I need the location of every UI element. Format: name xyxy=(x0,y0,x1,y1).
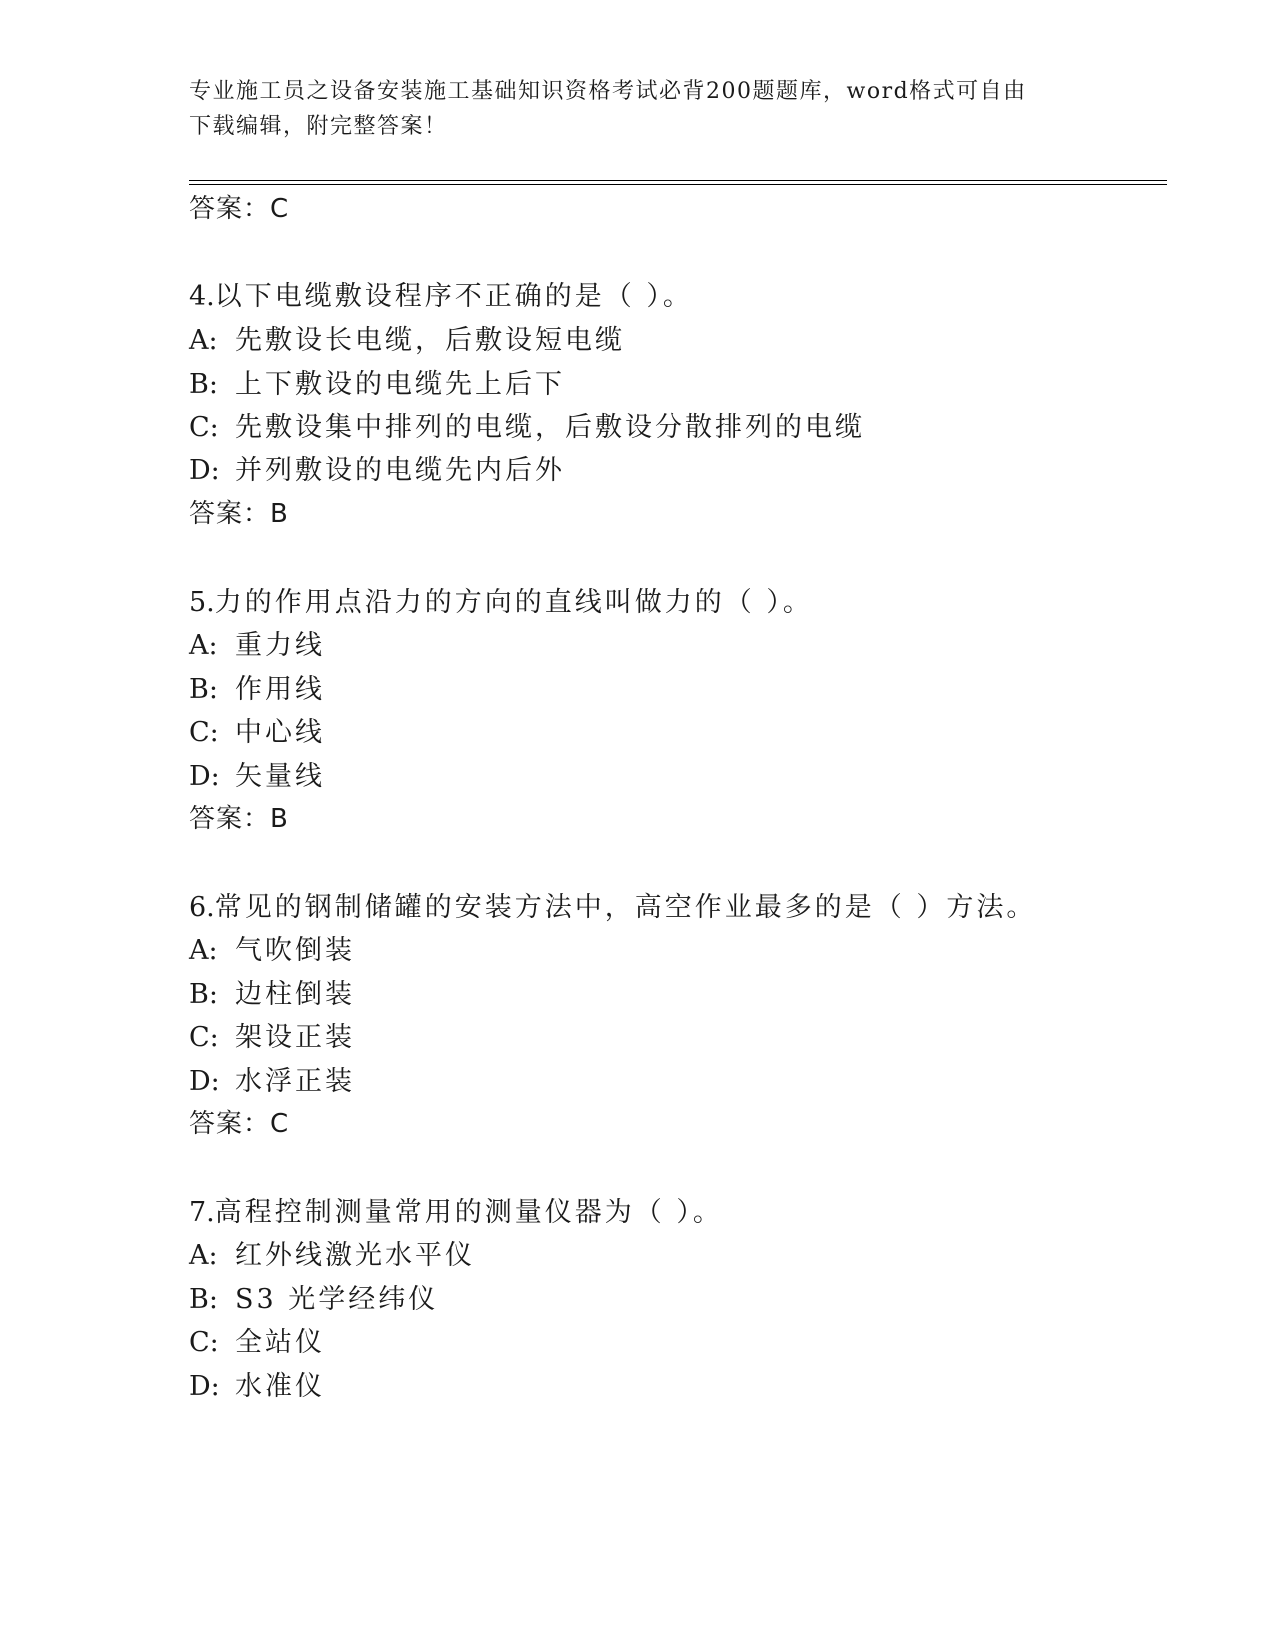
option-c xyxy=(189,405,865,444)
option-a xyxy=(189,318,625,357)
option-b xyxy=(189,362,565,401)
option-text: 红外线激光水平仪 xyxy=(235,1240,475,1271)
option-label: C: xyxy=(189,1022,219,1053)
header-line-2: 下载编辑，附完整答案！ xyxy=(189,114,448,139)
document-header xyxy=(189,74,1069,144)
question-number: 7. xyxy=(189,1197,215,1228)
option-text: 架设正装 xyxy=(235,1022,355,1053)
option-c xyxy=(189,1015,355,1054)
option-label: C: xyxy=(189,412,219,443)
option-text: 并列敷设的电缆先内后外 xyxy=(235,455,565,486)
option-text: 作用线 xyxy=(235,674,325,705)
header-rule-bottom xyxy=(189,184,1167,185)
option-text: 矢量线 xyxy=(235,761,325,792)
option-label: B: xyxy=(189,674,218,705)
option-b xyxy=(189,972,355,1011)
option-b xyxy=(189,667,325,706)
option-label: A: xyxy=(189,935,218,966)
question-text: 常见的钢制储罐的安装方法中，高空作业最多的是（ ）方法。 xyxy=(214,892,1037,923)
option-d xyxy=(189,1364,325,1403)
question-4 xyxy=(189,274,693,313)
answer: 答案：B xyxy=(189,804,289,834)
option-a xyxy=(189,928,355,967)
question-7 xyxy=(189,1190,723,1229)
option-text: 全站仪 xyxy=(235,1327,325,1358)
option-label: D: xyxy=(189,1371,220,1402)
option-label: C: xyxy=(189,717,219,748)
option-text: 中心线 xyxy=(235,717,325,748)
option-label: D: xyxy=(189,455,220,486)
option-d xyxy=(189,754,325,793)
answer: 答案：C xyxy=(189,1109,290,1139)
question-text: 力的作用点沿力的方向的直线叫做力的（ ）。 xyxy=(214,587,813,618)
option-text: S3 光学经纬仪 xyxy=(235,1284,439,1315)
option-text: 上下敷设的电缆先上后下 xyxy=(235,369,565,400)
option-d xyxy=(189,1059,355,1098)
question-text: 以下电缆敷设程序不正确的是（ ）。 xyxy=(214,281,693,312)
option-label: D: xyxy=(189,761,220,792)
prev-answer: 答案：C xyxy=(189,194,290,224)
option-label: B: xyxy=(189,1284,218,1315)
option-c xyxy=(189,710,325,749)
option-text: 水浮正装 xyxy=(235,1066,355,1097)
option-label: A: xyxy=(189,1240,218,1271)
question-number: 4. xyxy=(189,281,215,312)
option-label: A: xyxy=(189,325,218,356)
question-text: 高程控制测量常用的测量仪器为（ ）。 xyxy=(214,1197,723,1228)
option-d xyxy=(189,448,565,487)
header-line-1: 专业施工员之设备安装施工基础知识资格考试必背200题题库，word格式可自由 xyxy=(189,79,1027,104)
option-c xyxy=(189,1320,325,1359)
answer: 答案：B xyxy=(189,499,289,529)
question-number: 6. xyxy=(189,892,215,923)
option-label: A: xyxy=(189,630,218,661)
option-text: 先敷设长电缆，后敷设短电缆 xyxy=(235,325,625,356)
question-6 xyxy=(189,885,1036,924)
option-text: 边柱倒装 xyxy=(235,979,355,1010)
option-a xyxy=(189,1233,475,1272)
option-text: 水准仪 xyxy=(235,1371,325,1402)
option-text: 气吹倒装 xyxy=(235,935,355,966)
question-number: 5. xyxy=(189,587,215,618)
option-text: 先敷设集中排列的电缆，后敷设分散排列的电缆 xyxy=(235,412,865,443)
option-a xyxy=(189,623,325,662)
question-5 xyxy=(189,580,813,619)
option-label: D: xyxy=(189,1066,220,1097)
option-label: B: xyxy=(189,979,218,1010)
option-text: 重力线 xyxy=(235,630,325,661)
header-rule-top xyxy=(189,180,1167,181)
option-label: C: xyxy=(189,1327,219,1358)
option-label: B: xyxy=(189,369,218,400)
option-b xyxy=(189,1277,438,1316)
